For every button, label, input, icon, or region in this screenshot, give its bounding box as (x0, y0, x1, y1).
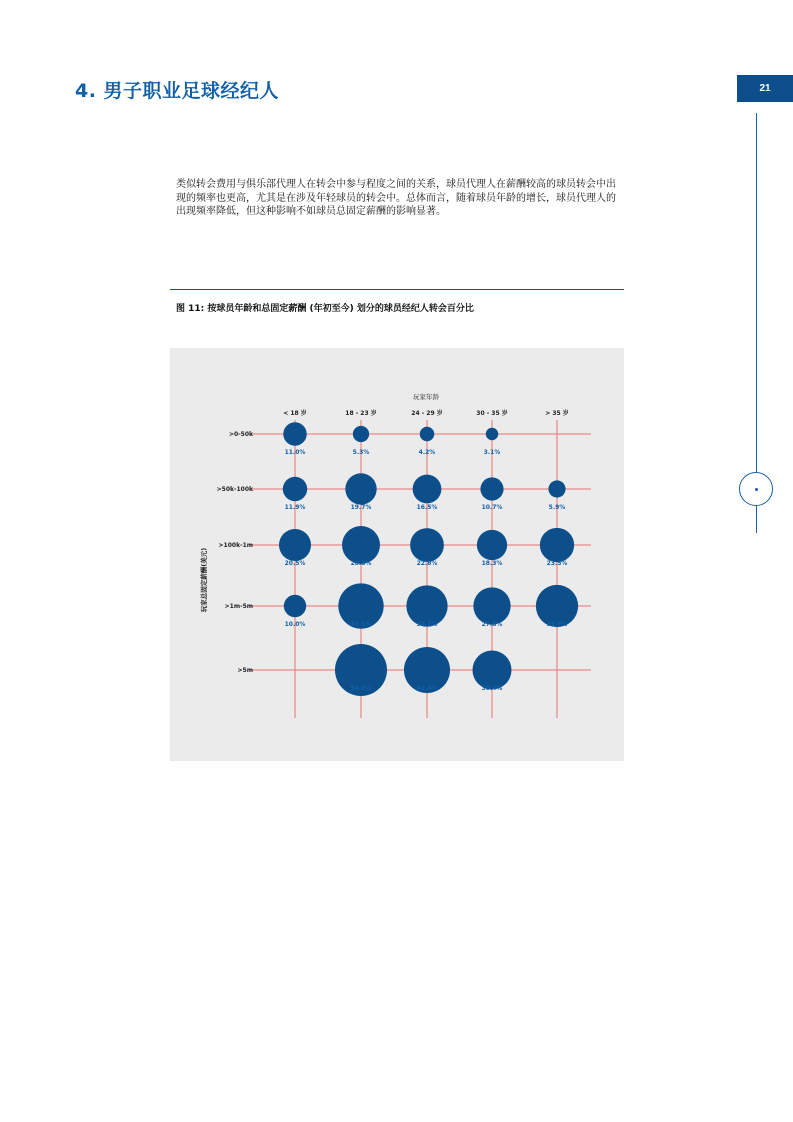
bubble (279, 529, 311, 561)
bubble-value-label: 5.9% (548, 504, 566, 511)
bubble (283, 477, 307, 501)
intro-paragraph: 类似转会费用与俱乐部代理人在转会中参与程度之间的关系，球员代理人在薪酬较高的球员转会中出现的频率也更高，尤其是在涉及年轻球员的转会中。总体而言，随着球员年龄的增长，球员代理人的出现频率降低，但这种影响不如球员总固定薪酬的影响显著。 (176, 179, 616, 217)
bubble (284, 595, 306, 617)
y-tick-label: >5m (237, 667, 253, 674)
x-tick-label: 24 - 29 岁 (411, 410, 443, 417)
bubble (472, 650, 511, 689)
bubble (473, 587, 510, 624)
bubble (342, 526, 380, 564)
side-marker-circle (739, 472, 773, 506)
side-marker-dot (755, 488, 758, 491)
bubble-value-label: 18.3% (481, 560, 503, 567)
bubble (410, 528, 444, 562)
y-tick-label: >50k-100k (216, 486, 253, 493)
y-axis-title: 玩家总固定薪酬(美元) (200, 547, 208, 613)
bubble (540, 528, 574, 562)
x-axis-title: 玩家年龄 (413, 393, 439, 401)
side-rule (756, 113, 757, 533)
bubble (345, 473, 376, 504)
bubble-value-label: 42.4% (416, 685, 438, 692)
bubble (353, 426, 369, 442)
bubble-value-label: 23.5% (546, 560, 568, 567)
bubble-value-label: 27.8% (481, 621, 503, 628)
bubble-value-label: 16.5% (416, 504, 438, 511)
bubble-value-label: 30.4% (481, 685, 503, 692)
bubble-value-label: 19.7% (350, 504, 372, 511)
bubble-chart (170, 348, 624, 761)
bubble-value-label: 11.9% (284, 504, 306, 511)
figure-rule (170, 289, 624, 290)
bubble-value-label: 4.2% (418, 449, 436, 456)
figure-caption: 图 11: 按球员年龄和总固定薪酬 (年初至今) 划分的球员经纪人转会百分比 (176, 304, 474, 314)
bubble-value-label: 10.0% (284, 621, 306, 628)
bubble-value-label: 35.7% (546, 621, 568, 628)
bubble (486, 428, 498, 440)
bubble (413, 475, 442, 504)
bubble-value-label: 10.7% (481, 504, 503, 511)
bubble-value-label: 22.8% (416, 560, 438, 567)
bubble-value-label: 54.0% (350, 685, 372, 692)
x-tick-label: > 35 岁 (545, 410, 569, 417)
bubble-value-label: 41.1% (350, 621, 372, 628)
bubble-value-label: 3.1% (483, 449, 501, 456)
y-tick-label: >100k-1m (218, 542, 253, 549)
bubble-value-label: 5.3% (352, 449, 370, 456)
y-tick-label: >0-50k (228, 431, 253, 438)
x-tick-label: 30 - 35 岁 (476, 410, 508, 417)
bubble (283, 422, 306, 445)
section-title: 4. 男子职业足球经纪人 (75, 80, 280, 102)
x-tick-label: 18 - 23 岁 (345, 410, 377, 417)
bubble (548, 480, 565, 497)
chart-panel (170, 348, 624, 761)
bubble-value-label: 34.1% (416, 621, 438, 628)
bubble (420, 427, 435, 442)
page-number-tab: 21 (737, 75, 793, 102)
y-tick-label: >1m-5m (224, 603, 253, 610)
bubble-value-label: 11.0% (284, 449, 306, 456)
bubble-value-label: 20.5% (284, 560, 306, 567)
bubble (480, 477, 503, 500)
bubble-value-label: 28.8% (350, 560, 372, 567)
x-tick-label: < 18 岁 (283, 410, 307, 417)
bubble (477, 530, 507, 560)
